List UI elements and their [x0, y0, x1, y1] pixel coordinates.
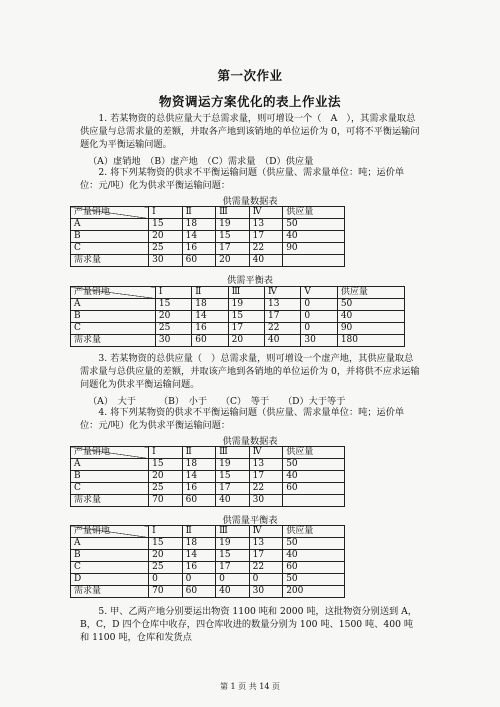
question-1-options: （A）虚销地 （B）虚产地 （C）需求量 （D）供应量: [88, 156, 314, 167]
table-cell: Ⅱ: [182, 207, 216, 219]
table-cell: 30: [249, 495, 283, 507]
table-cell: 50: [337, 299, 404, 311]
table-cell: 90: [283, 243, 345, 255]
table-cell: Ⅰ: [149, 207, 183, 219]
table-cell: A: [71, 538, 149, 550]
table-cell: 60: [283, 562, 345, 574]
table-row: [71, 299, 405, 311]
table-cell: 22: [265, 323, 301, 335]
table-cell: 16: [182, 483, 216, 495]
table-cell: Ⅱ: [182, 526, 216, 538]
table-cell: 19: [228, 299, 264, 311]
question-3-options: （A） 大于 （B） 小于 （C） 等于 （D）大于等于: [88, 396, 346, 407]
table-cell: 30: [249, 586, 283, 598]
q4-table1-caption: 供需量数据表: [222, 436, 278, 447]
table-cell: 40: [337, 311, 404, 323]
table-cell: 40: [283, 471, 345, 483]
table-cell: 30: [301, 335, 337, 347]
table-cell: 13: [249, 219, 283, 231]
table-cell: 14: [182, 471, 216, 483]
table-cell: 20: [149, 231, 183, 243]
table-cell: 30: [155, 335, 191, 347]
table-corner-cell: 产量销地: [71, 207, 149, 219]
table-cell: 0: [301, 323, 337, 335]
table-row: [71, 586, 345, 598]
table-cell: 20: [216, 255, 250, 267]
table-cell: 需求量: [71, 335, 156, 347]
question-3-text: 3. 若某物资的总供应量（ ）总需求量，则可增设一个虚产地，其供应量取总需求量与总供应量的差额，并取该产地到各销地的单位运价为 0，并将供不应求运输问题化为供求平衡运输问题。: [80, 353, 420, 390]
table-cell: [283, 255, 345, 267]
table-cell: 0: [149, 574, 183, 586]
table-cell: 18: [182, 459, 216, 471]
table-cell: 17: [216, 483, 250, 495]
table-cell: B: [71, 550, 149, 562]
table-cell: C: [71, 562, 149, 574]
table-cell: Ⅳ: [249, 207, 283, 219]
table-cell: 17: [249, 231, 283, 243]
table-cell: 15: [216, 471, 250, 483]
page-footer: 第 1 页 共 14 页: [220, 682, 280, 691]
table-cell: 50: [283, 538, 345, 550]
table-cell: 40: [283, 550, 345, 562]
table-cell: 60: [283, 483, 345, 495]
table-cell: 13: [265, 299, 301, 311]
table-cell: 13: [249, 459, 283, 471]
table-cell: 17: [216, 243, 250, 255]
table-corner-cell: 产量销地: [71, 447, 149, 459]
table-header-row: [71, 447, 345, 459]
question-2-text: 2. 将下列某物资的供求不平衡运输问题（供应量、需求量单位：吨；运价单位：元/吨）化为供求平衡运输问题：: [80, 167, 405, 191]
table-cell: 20: [149, 550, 183, 562]
table-cell: 15: [216, 550, 250, 562]
q4-supply-demand-table: [70, 446, 345, 507]
table-cell: Ⅰ: [149, 526, 183, 538]
table-header-row: [71, 526, 345, 538]
table-cell: Ⅲ: [216, 447, 250, 459]
table-row: [71, 311, 405, 323]
table-cell: 40: [283, 231, 345, 243]
table-cell: 70: [149, 495, 183, 507]
table-cell: 0: [301, 311, 337, 323]
table-cell: 17: [249, 550, 283, 562]
table-cell: 17: [228, 323, 264, 335]
table-cell: 40: [216, 495, 250, 507]
table-row: [71, 538, 345, 550]
table-cell: 22: [249, 483, 283, 495]
table-cell: 50: [283, 459, 345, 471]
table-row: [71, 562, 345, 574]
table-cell: 22: [249, 243, 283, 255]
q2-table2-caption: 供需平衡表: [227, 275, 273, 286]
table-cell: 15: [149, 538, 183, 550]
table-cell: 18: [192, 299, 228, 311]
table-cell: 25: [149, 483, 183, 495]
table-cell: [283, 495, 345, 507]
table-cell: Ⅲ: [228, 287, 264, 299]
table-cell: Ⅲ: [216, 526, 250, 538]
table-cell: C: [71, 243, 149, 255]
table-row: [71, 219, 345, 231]
table-cell: 供应量: [283, 447, 345, 459]
table-cell: 22: [249, 562, 283, 574]
table-cell: C: [71, 483, 149, 495]
table-cell: 20: [155, 311, 191, 323]
table-cell: A: [71, 299, 156, 311]
table-cell: 25: [155, 323, 191, 335]
table-cell: B: [71, 311, 156, 323]
table-cell: 20: [149, 471, 183, 483]
table-cell: Ⅳ: [249, 526, 283, 538]
table-cell: 16: [192, 323, 228, 335]
table-cell: 19: [216, 538, 250, 550]
table-cell: 0: [249, 574, 283, 586]
table-cell: 19: [216, 459, 250, 471]
table-cell: 18: [182, 538, 216, 550]
table-cell: 30: [149, 255, 183, 267]
table-cell: 15: [228, 311, 264, 323]
table-row: [71, 550, 345, 562]
table-cell: 60: [182, 495, 216, 507]
table-cell: 15: [216, 231, 250, 243]
table-corner-cell: 产量销地: [71, 287, 156, 299]
table-cell: 17: [265, 311, 301, 323]
table-cell: 0: [216, 574, 250, 586]
table-row: [71, 459, 345, 471]
table-cell: 40: [216, 586, 250, 598]
table-cell: 40: [249, 255, 283, 267]
table-cell: 70: [149, 586, 183, 598]
page-title: 第一次作业: [217, 68, 283, 83]
table-cell: 需求量: [71, 495, 149, 507]
table-cell: B: [71, 471, 149, 483]
table-cell: 16: [182, 562, 216, 574]
table-cell: Ⅱ: [192, 287, 228, 299]
table-cell: A: [71, 219, 149, 231]
table-cell: C: [71, 323, 156, 335]
q2-supply-demand-table: [70, 206, 345, 267]
table-cell: 供应量: [283, 526, 345, 538]
table-cell: 供应量: [283, 207, 345, 219]
q2-balance-table: [70, 286, 405, 347]
table-cell: Ⅴ: [301, 287, 337, 299]
table-cell: Ⅰ: [155, 287, 191, 299]
table-cell: 18: [182, 219, 216, 231]
table-row: [71, 574, 345, 586]
table-cell: 180: [337, 335, 404, 347]
table-cell: Ⅳ: [249, 447, 283, 459]
question-4-text: 4. 将下列某物资的供求不平衡运输问题（供应量、需求量单位：吨；运价单位：元/吨）化为供求平衡运输问题：: [80, 407, 405, 431]
table-row: [71, 335, 405, 347]
q4-balance-table: [70, 525, 345, 598]
table-cell: 15: [155, 299, 191, 311]
table-cell: 20: [228, 335, 264, 347]
table-cell: A: [71, 459, 149, 471]
table-cell: 需求量: [71, 586, 149, 598]
table-cell: 60: [192, 335, 228, 347]
table-row: [71, 483, 345, 495]
table-cell: 14: [192, 311, 228, 323]
table-cell: 90: [337, 323, 404, 335]
table-cell: 0: [301, 299, 337, 311]
question-5-text: 5. 甲、乙两产地分别要运出物资 1100 吨和 2000 吨，这批物资分别送到 A，B，C，D 四个仓库中收存，四仓库收进的数量分别为 100 吨、1500 吨、400 吨和 1100 吨，仓库和发货点: [80, 606, 417, 643]
table-cell: 13: [249, 538, 283, 550]
table-cell: 0: [182, 574, 216, 586]
table-cell: 200: [283, 586, 345, 598]
question-1-text: 1. 若某物资的总供应量大于总需求量，则可增设一个（ A ），其需求量取总供应量与总需求量的差额，并取各产地到该销地的单位运价为 0，可将不平衡运输问题化为平衡运输问题。: [80, 113, 420, 150]
table-cell: 供应量: [337, 287, 404, 299]
table-cell: 19: [216, 219, 250, 231]
table-row: [71, 471, 345, 483]
table-header-row: [71, 287, 405, 299]
table-cell: 17: [249, 471, 283, 483]
table-cell: 25: [149, 243, 183, 255]
table-cell: 40: [265, 335, 301, 347]
table-row: [71, 231, 345, 243]
table-cell: Ⅰ: [149, 447, 183, 459]
table-cell: Ⅱ: [182, 447, 216, 459]
table-cell: 60: [182, 586, 216, 598]
table-cell: 50: [283, 219, 345, 231]
table-cell: 50: [283, 574, 345, 586]
table-header-row: [71, 207, 345, 219]
table-row: [71, 323, 405, 335]
table-cell: 需求量: [71, 255, 149, 267]
table-cell: 16: [182, 243, 216, 255]
table-cell: 14: [182, 550, 216, 562]
table-row: [71, 243, 345, 255]
table-cell: 25: [149, 562, 183, 574]
table-cell: 15: [149, 219, 183, 231]
table-row: [71, 255, 345, 267]
table-cell: 14: [182, 231, 216, 243]
page-subtitle: 物资调运方案优化的表上作业法: [158, 94, 341, 109]
table-cell: B: [71, 231, 149, 243]
q4-table2-caption: 供需量平衡表: [222, 515, 278, 526]
table-corner-cell: 产量销地: [71, 526, 149, 538]
table-cell: Ⅳ: [265, 287, 301, 299]
table-cell: 15: [149, 459, 183, 471]
table-cell: 17: [216, 562, 250, 574]
q2-table1-caption: 供需量数据表: [222, 196, 278, 207]
table-row: [71, 495, 345, 507]
table-cell: D: [71, 574, 149, 586]
table-cell: Ⅲ: [216, 207, 250, 219]
table-cell: 60: [182, 255, 216, 267]
